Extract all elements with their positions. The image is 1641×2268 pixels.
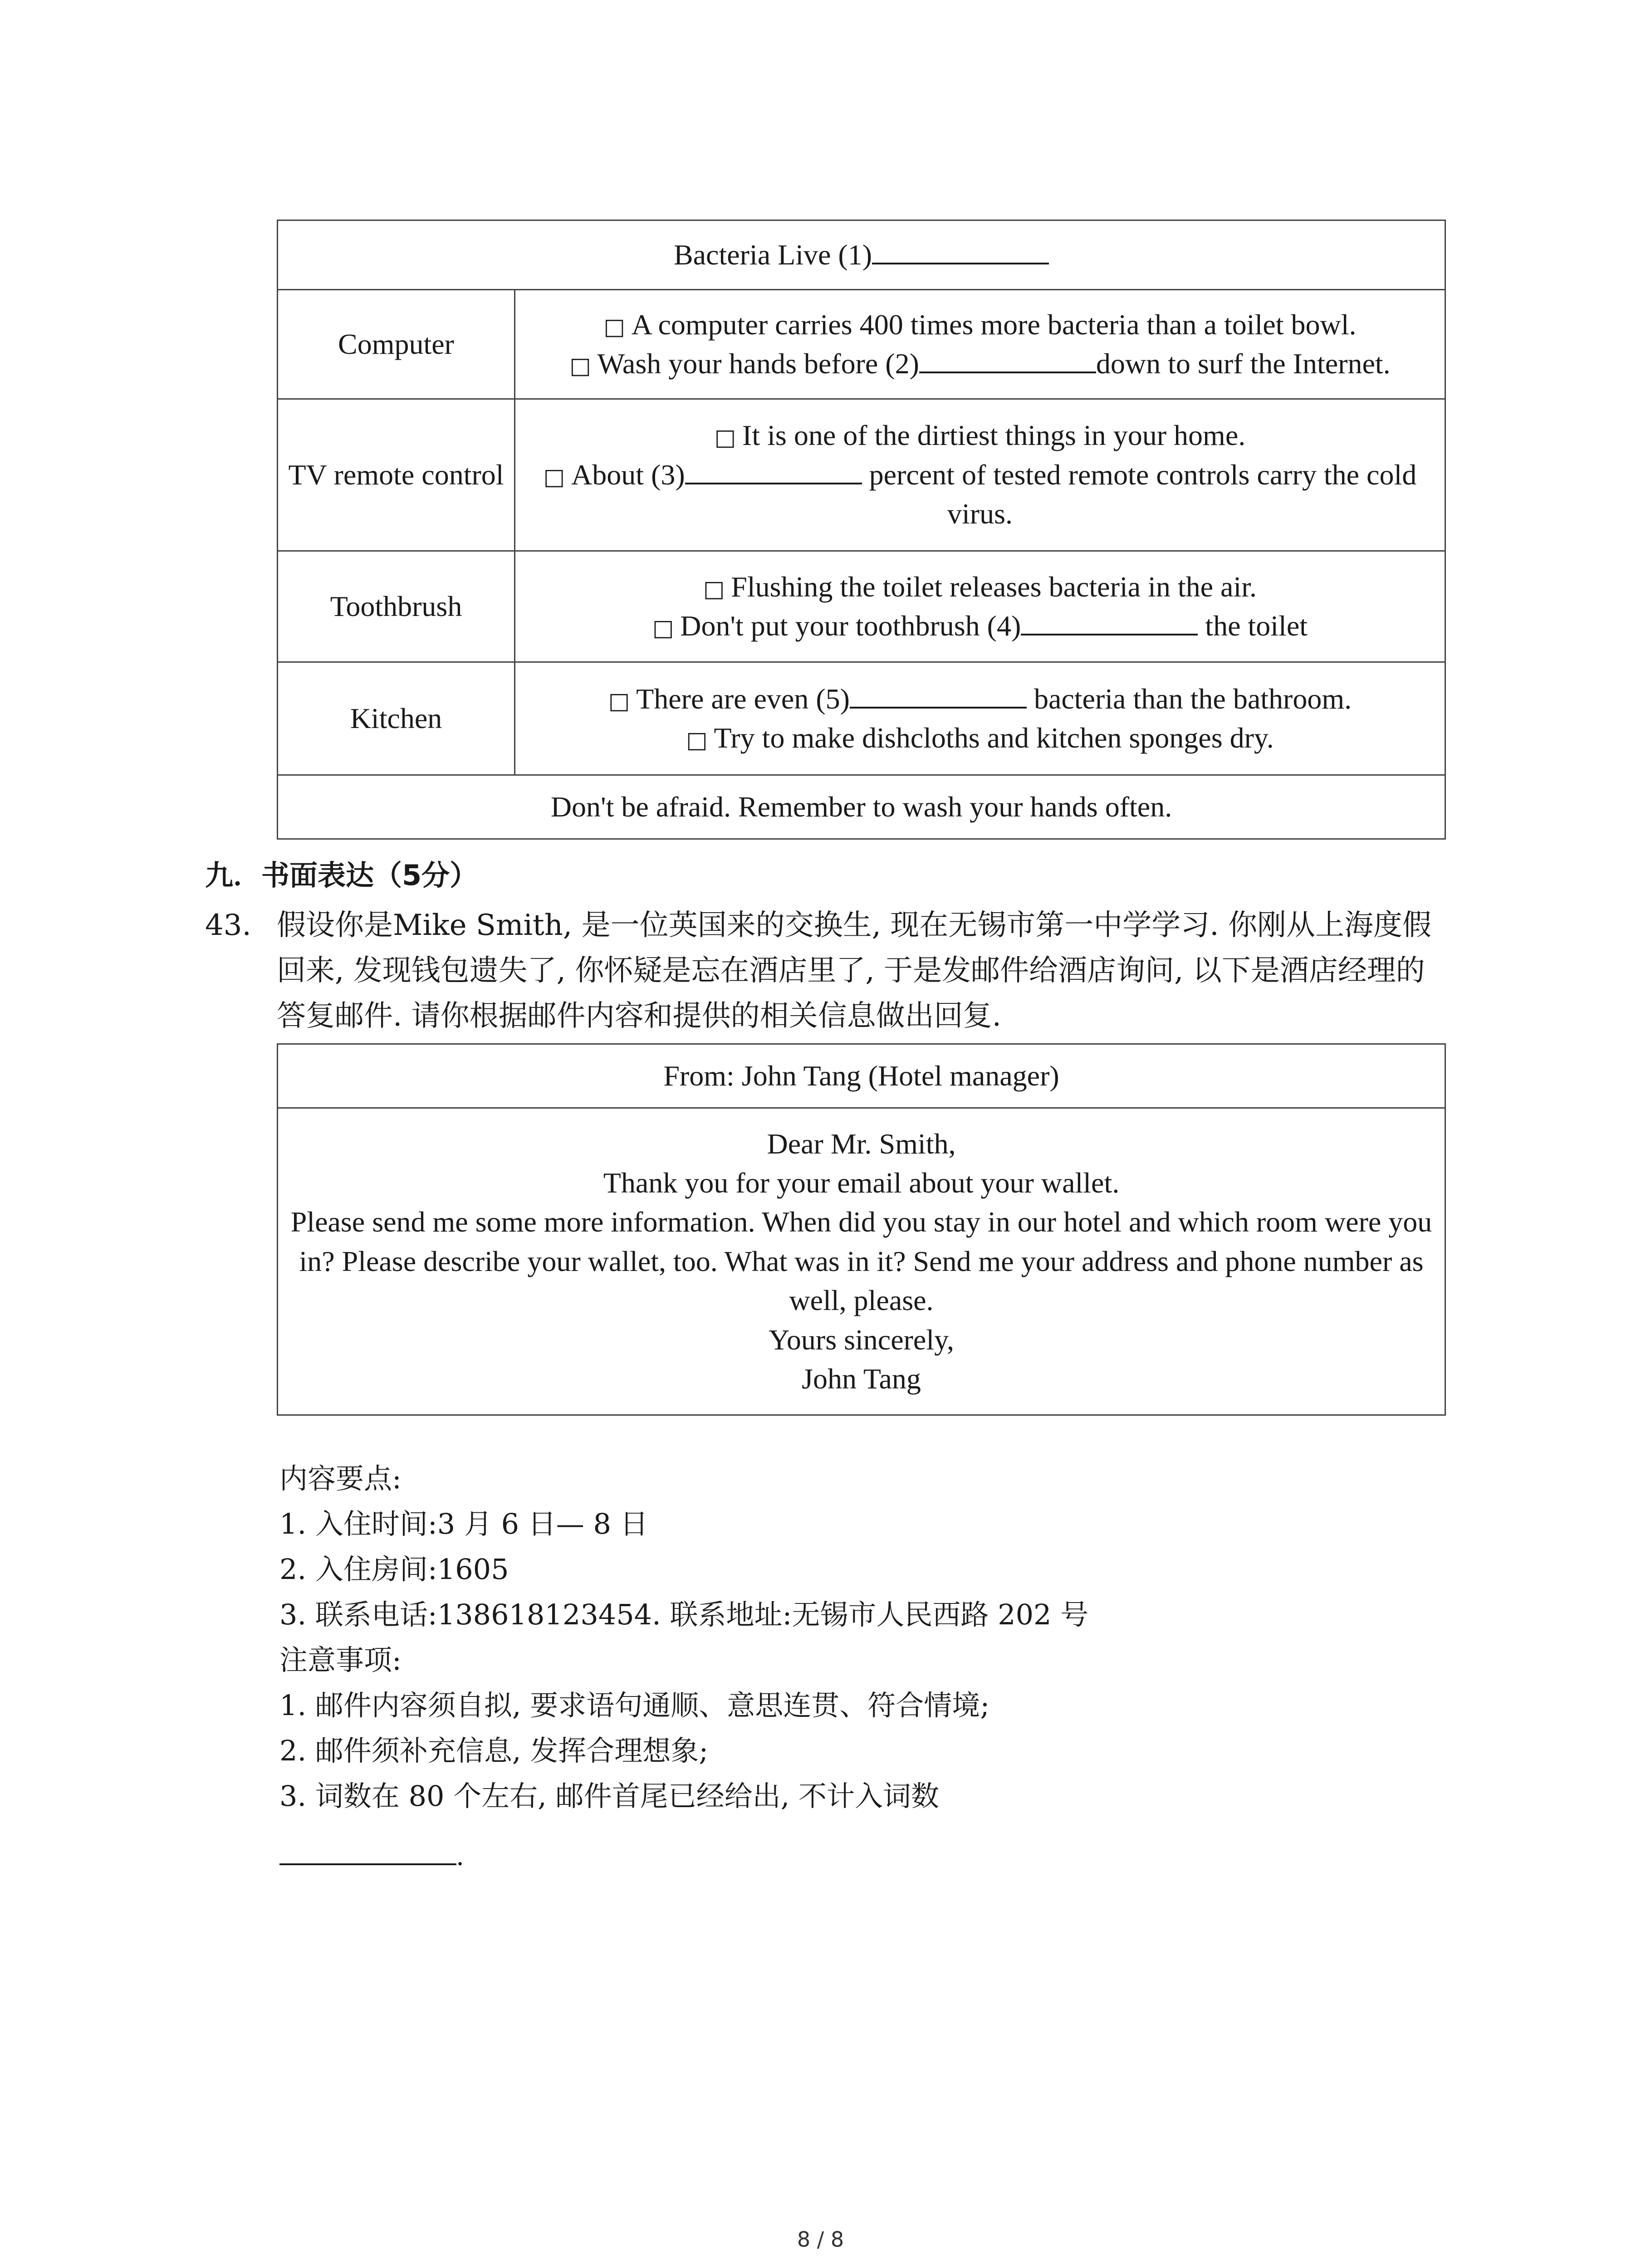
question-number: 43. (205, 909, 251, 942)
email-table (277, 1043, 1446, 1416)
section-heading: 九．书面表达（5分） (205, 859, 478, 892)
row-content: □ A computer carries 400 times more bacteria than a toilet bowl. □ Wash your hands before (2) down to surf the Internet. (515, 290, 1445, 399)
category-computer: Computer (278, 290, 515, 399)
email-from: From: John Tang (Hotel manager) (278, 1044, 1445, 1108)
page-number: 8 / 8 (797, 2227, 844, 2252)
row-content: □ It is one of the dirtiest things in your home. □ About (3) percent of tested remote controls carry the cold virus. (515, 399, 1445, 551)
table-row (278, 290, 1445, 399)
question-43 (205, 903, 1448, 1039)
blank-5[interactable] (850, 680, 1027, 709)
category-toothbrush: Toothbrush (278, 551, 515, 662)
answer-line: . (279, 1837, 464, 1872)
writing-notes (279, 1456, 1088, 1819)
list-item: 2. 邮件须补充信息, 发挥合理想象; (279, 1734, 709, 1767)
bullet-icon: □ (686, 727, 708, 753)
bullet-icon: □ (714, 424, 736, 451)
blank-2[interactable] (919, 345, 1096, 373)
email-line1: Thank you for your email about your wallet. (603, 1167, 1120, 1199)
bullet-icon: □ (603, 313, 625, 340)
bullet-icon: □ (543, 463, 565, 490)
list-item: 1. 入住时间:3 月 6 日— 8 日 (279, 1507, 648, 1540)
table-row (278, 399, 1445, 551)
row-content: □ There are even (5) bacteria than the bathroom. □ Try to make dishcloths and kitchen sponges dry. (515, 662, 1445, 775)
table-title: Bacteria Live (1) (278, 220, 1445, 290)
category-tv-remote: TV remote control (278, 399, 515, 551)
question-text: 假设你是Mike Smith, 是一位英国来的交换生, 现在无锡市第一中学学习. 你刚从上海度假回来, 发现钱包遗失了, 你怀疑是忘在酒店里了, 于是发邮件给酒店询问, 以下是酒店经理的答复邮件. 请你根据邮件内容和提供的相关信息做出回复. (277, 909, 1431, 1033)
list-item: 2. 入住房间:1605 (279, 1553, 509, 1586)
list-item: 3. 联系电话:138618123454. 联系地址:无锡市人民西路 202 号 (279, 1598, 1089, 1631)
list-item: 3. 词数在 80 个左右, 邮件首尾已经给出, 不计入词数 (279, 1779, 940, 1813)
email-body (278, 1108, 1445, 1415)
list-item: 1. 邮件内容须自拟, 要求语句通顺、意思连贯、符合情境; (279, 1689, 990, 1722)
table-row (278, 662, 1445, 775)
blank-3[interactable] (685, 456, 862, 484)
blank-4[interactable] (1021, 607, 1198, 635)
email-closing: Yours sincerely, (769, 1323, 954, 1356)
bullet-icon: □ (652, 615, 674, 641)
row-content: □ Flushing the toilet releases bacteria in the air. □ Don't put your toothbrush (4) the toilet (515, 551, 1445, 662)
points-heading: 内容要点: (279, 1462, 402, 1495)
answer-blank[interactable] (279, 1837, 456, 1865)
attention-heading: 注意事项: (279, 1643, 402, 1677)
bullet-icon: □ (703, 575, 725, 602)
table-row (278, 551, 1445, 662)
email-paragraph: Please send me some more information. When did you stay in our hotel and which room were you in? Please describe your wallet, too. What was in it? Send me your address and phone number as well, please. (290, 1206, 1432, 1317)
email-greeting: Dear Mr. Smith, (767, 1127, 956, 1160)
blank-1[interactable] (872, 236, 1049, 264)
bacteria-table (277, 220, 1446, 840)
category-kitchen: Kitchen (278, 662, 515, 775)
table-footer: Don't be afraid. Remember to wash your hands often. (278, 775, 1445, 839)
email-signature: John Tang (802, 1362, 921, 1395)
bullet-icon: □ (569, 352, 591, 379)
bullet-icon: □ (608, 687, 630, 714)
